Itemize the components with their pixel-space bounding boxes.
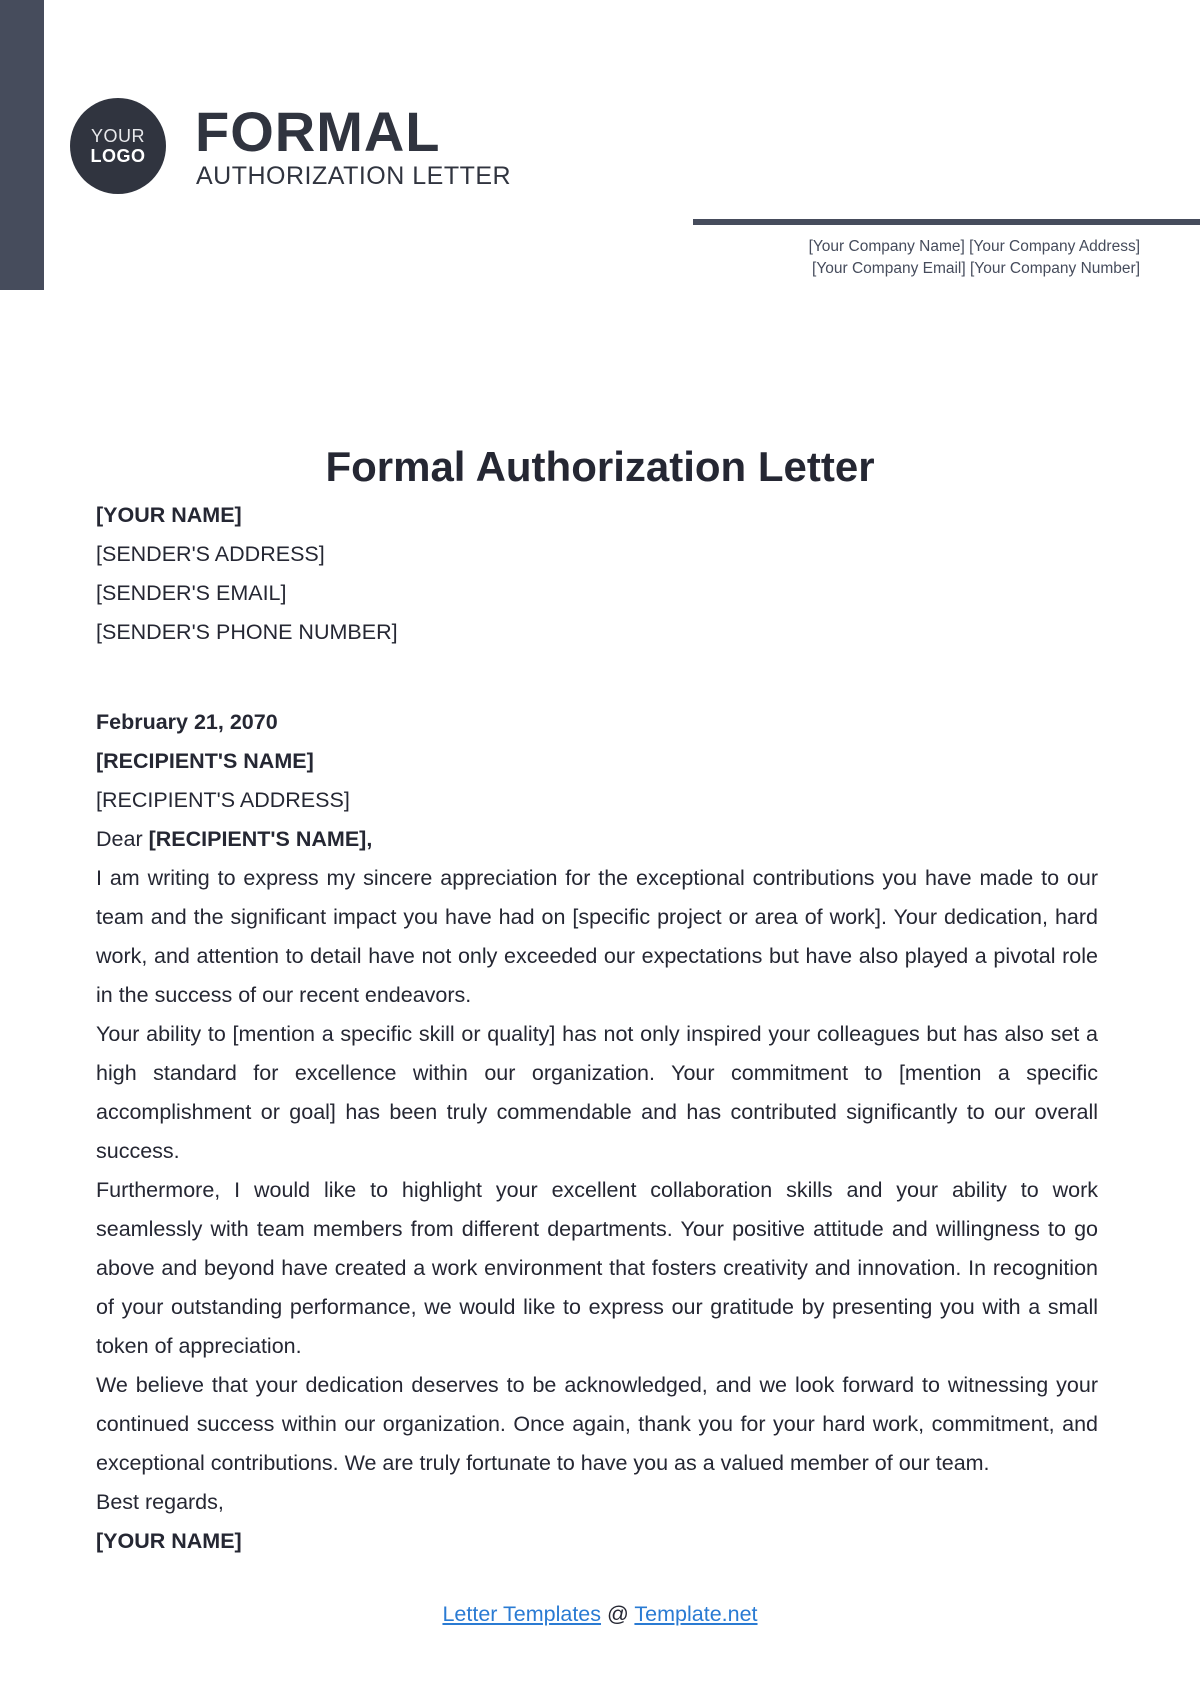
salutation [96,820,1098,859]
brand-subtitle: AUTHORIZATION LETTER [196,162,512,190]
sender-email: [SENDER'S EMAIL] [96,581,287,605]
body-paragraph: Your ability to [mention a specific skill or quality] has not only inspired your colleagues but has also set a high standard for excellence within our organization. Your commitment to [mention a specific accomplishment or goal] has been truly commendable and has contributed significantly to our overall success. [96,1022,1098,1163]
body-paragraph: I am writing to express my sincere appreciation for the exceptional contributions you have made to our team and the significant impact you have had on [specific project or area of work]. Your dedication, hard work, and attention to detail have not only exceeded our expectations but have also played a pivotal role in the success of our recent endeavors. [96,866,1098,1007]
sender-name: [YOUR NAME] [96,503,242,527]
body-paragraph: Furthermore, I would like to highlight your excellent collaboration skills and your ability to work seamlessly with team members from different departments. Your positive attitude and willingness to go above and beyond have created a work environment that fosters creativity and innovation. In recognition of your outstanding performance, we would like to express our gratitude by presenting you with a small token of appreciation. [96,1178,1098,1358]
sender-address: [SENDER'S ADDRESS] [96,542,325,566]
header-side-bar [0,0,44,290]
footer [0,1598,1200,1630]
logo-text-your: YOUR [90,126,145,146]
template-net-link[interactable]: Template.net [634,1602,758,1626]
company-logo [70,98,166,194]
company-info-line-2: [Your Company Email] [Your Company Number] [812,260,1140,277]
document-title: Formal Authorization Letter [325,443,875,490]
letter-date: February 21, 2070 [96,710,278,734]
company-info [760,236,1140,280]
letter-templates-link[interactable]: Letter Templates [442,1602,602,1626]
brand-title: FORMAL [195,100,441,163]
sender-phone: [SENDER'S PHONE NUMBER] [96,620,398,644]
recipient-address: [RECIPIENT'S ADDRESS] [96,788,350,812]
salutation-name: [RECIPIENT'S NAME], [148,827,373,851]
body-paragraph: We believe that your dedication deserves to be acknowledged, and we look forward to witnessing your continued success within our organization. Once again, thank you for your hard work, commitment, and exceptional contributions. We are truly fortunate to have you as a valued member of our team. [96,1373,1098,1475]
recipient-name: [RECIPIENT'S NAME] [96,749,314,773]
header-divider [693,219,1200,225]
signature-name: [YOUR NAME] [96,1529,242,1553]
salutation-prefix: Dear [96,827,143,851]
closing: Best regards, [96,1490,224,1514]
spacer [96,652,1098,703]
footer-separator: @ [607,1602,629,1626]
logo-text-logo: LOGO [90,146,146,166]
company-info-line-1: [Your Company Name] [Your Company Address] [808,238,1140,255]
letter-body [96,496,1098,1561]
